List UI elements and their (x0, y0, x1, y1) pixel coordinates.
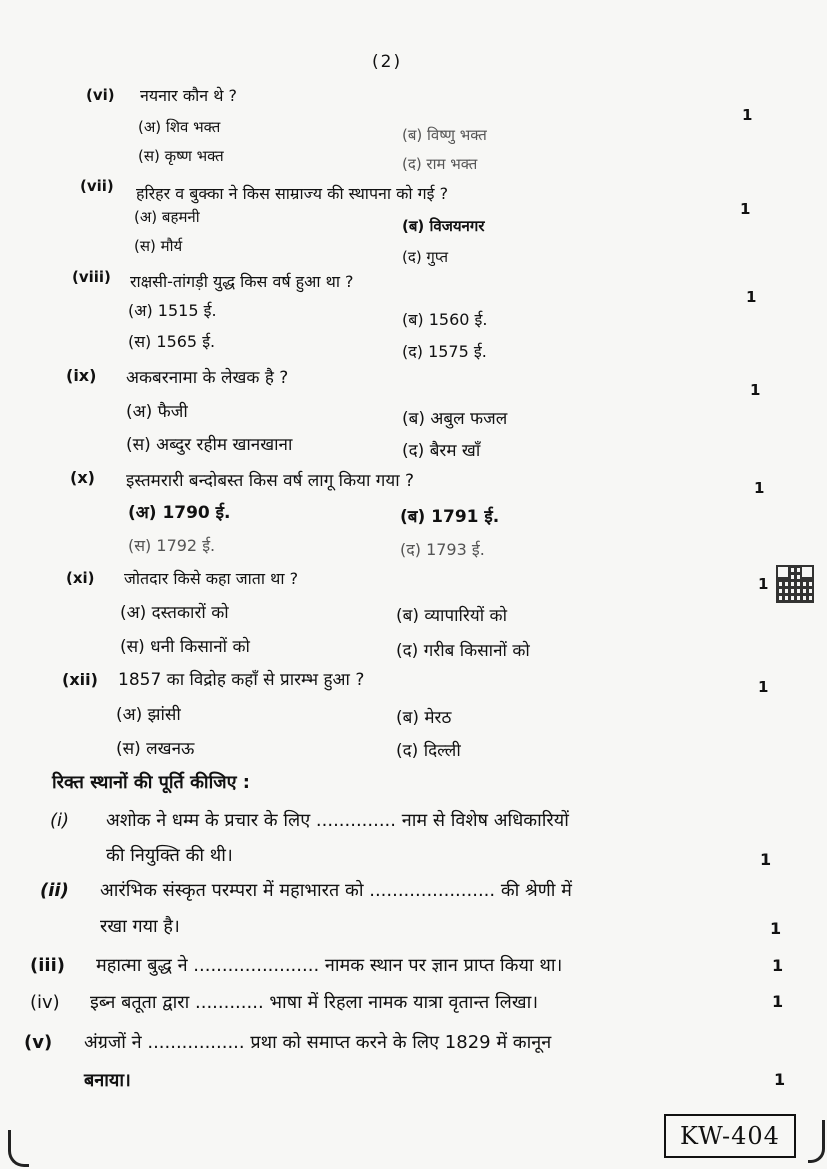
option-a: (अ) 1515 ई. (128, 301, 217, 320)
option-a: (अ) बहमनी (134, 208, 200, 226)
option-a: (अ) दस्तकारों को (120, 603, 229, 623)
option-d: (द) दिल्ली (396, 741, 461, 761)
question-number: (viii) (72, 268, 111, 286)
fill-mark: 1 (774, 1070, 786, 1089)
question-text: जोतदार किसे कहा जाता था ? (124, 569, 299, 588)
question-number: (vi) (86, 86, 115, 104)
question-text: इस्तमरारी बन्दोबस्त किस वर्ष लागू किया गया ? (126, 471, 415, 491)
section-heading: रिक्त स्थानों की पूर्ति कीजिए : (52, 772, 251, 793)
question-text: 1857 का विद्रोह कहाँ से प्रारम्भ हुआ ? (118, 670, 365, 690)
option-a: (अ) शिव भक्त (138, 118, 221, 136)
question-text: हरिहर व बुक्का ने किस साम्राज्य की स्थापना को गई ? (136, 184, 449, 203)
question-mark: 1 (754, 479, 765, 497)
question-mark: 1 (750, 381, 761, 399)
option-b: (ब) विजयनगर (402, 217, 485, 235)
fill-mark: 1 (760, 850, 772, 869)
option-a: (अ) झांसी (116, 705, 181, 725)
question-number: (xi) (66, 569, 95, 587)
question-text: अकबरनामा के लेखक है ? (126, 368, 289, 388)
option-c: (स) कृष्ण भक्त (138, 147, 224, 165)
question-mark: 1 (742, 106, 753, 124)
option-d: (द) 1575 ई. (402, 342, 487, 361)
fill-number: (v) (24, 1032, 53, 1053)
option-c: (स) मौर्य (134, 237, 183, 255)
fill-number: (ii) (40, 880, 69, 901)
option-c: (स) 1792 ई. (128, 536, 216, 555)
option-c: (स) 1565 ई. (128, 332, 216, 351)
option-b: (ब) 1560 ई. (402, 310, 488, 329)
fill-mark: 1 (772, 956, 784, 975)
fill-mark: 1 (772, 992, 784, 1011)
fill-text: की नियुक्ति की थी। (106, 845, 233, 866)
question-mark: 1 (746, 288, 757, 306)
page-corner (808, 1120, 825, 1163)
fill-text: रखा गया है। (100, 916, 180, 937)
option-b: (ब) अबुल फजल (402, 409, 508, 429)
option-d: (द) 1793 ई. (400, 540, 485, 559)
option-b: (ब) व्यापारियों को (396, 606, 507, 626)
question-text: राक्षसी-तांगड़ी युद्ध किस वर्ष हुआ था ? (130, 272, 354, 291)
option-a: (अ) फैजी (126, 402, 188, 422)
question-number: (xii) (62, 670, 98, 689)
fill-number: (iv) (30, 992, 60, 1013)
question-number: (vii) (80, 177, 114, 195)
page-number: (2) (372, 52, 403, 72)
fill-number: (iii) (30, 955, 65, 976)
option-b: (ब) 1791 ई. (400, 507, 500, 527)
option-c: (स) लखनऊ (116, 739, 195, 759)
page-corner (8, 1130, 29, 1167)
fill-text: आरंभिक संस्कृत परम्परा में महाभारत को ...................... की श्रेणी में (100, 880, 572, 901)
option-d: (द) बैरम खाँ (402, 441, 481, 461)
option-d: (द) राम भक्त (402, 155, 478, 173)
question-number: (x) (70, 468, 95, 487)
fill-text: महात्मा बुद्ध ने ...................... नामक स्थान पर ज्ञान प्राप्त किया था। (96, 955, 563, 976)
question-text: नयनार कौन थे ? (140, 86, 238, 105)
fill-text: अशोक ने धम्म के प्रचार के लिए .............. नाम से विशेष अधिकारियों (106, 810, 569, 831)
option-c: (स) अब्दुर रहीम खानखाना (126, 435, 293, 455)
option-c: (स) धनी किसानों को (120, 637, 250, 657)
question-number: (ix) (66, 366, 97, 385)
paper-code: KW-404 (664, 1114, 796, 1158)
option-a: (अ) 1790 ई. (128, 503, 231, 523)
question-mark: 1 (740, 200, 751, 218)
option-d: (द) गुप्त (402, 248, 449, 266)
fill-mark: 1 (770, 919, 782, 938)
question-mark: 1 (758, 678, 769, 696)
fill-text: बनाया। (84, 1070, 131, 1091)
fill-text: इब्न बतूता द्वारा ............ भाषा में रिहला नामक यात्रा वृतान्त लिखा। (90, 992, 539, 1013)
option-d: (द) गरीब किसानों को (396, 641, 530, 661)
option-b: (ब) मेरठ (396, 708, 452, 728)
fill-number: (i) (50, 810, 70, 831)
option-b: (ब) विष्णु भक्त (402, 126, 487, 144)
fill-text: अंग्रजों ने ................. प्रथा को समाप्त करने के लिए 1829 में कानून (84, 1032, 552, 1053)
qr-code-icon (776, 565, 814, 603)
question-mark: 1 (758, 575, 769, 593)
